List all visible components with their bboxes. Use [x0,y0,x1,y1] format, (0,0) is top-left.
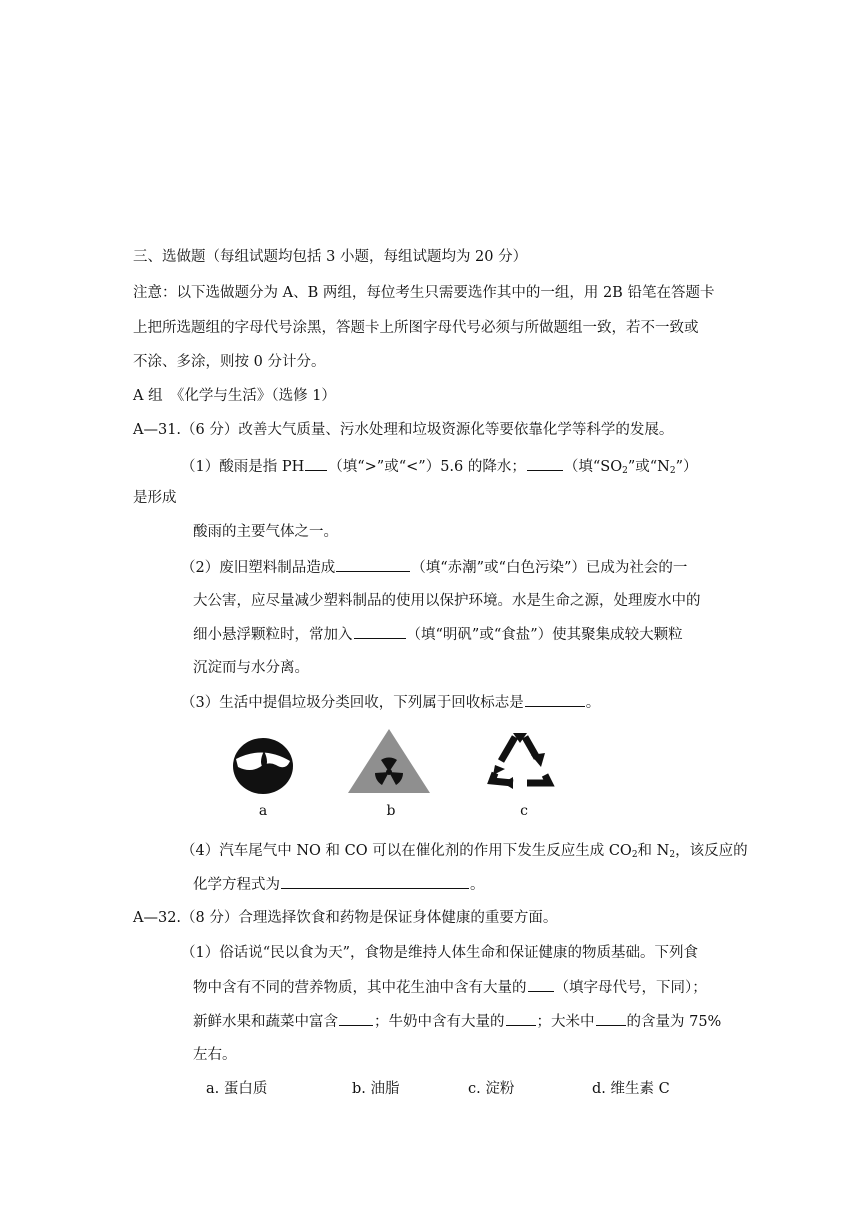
option-a: a. 蛋白质 [206,1081,268,1097]
subscript: 2 [631,850,638,860]
answer-blank[interactable] [506,1011,536,1026]
q32-p1-line3-c: ；大米中 [536,1014,595,1030]
q31-p2-line3-a: 细小悬浮颗粒时，常加入 [193,627,353,643]
q31-p4-line2-a: 化学方程式为 [193,877,280,893]
q31-part1-line1 [181,456,698,481]
q31-part4-line1 [181,841,748,865]
notice-line-2: 上把所选题组的字母代号涂黑，答题卡上所图字母代号必须与所做题组一致，若不一致或 [133,320,699,336]
q31-p1-text-d: ”或“N [627,459,670,475]
answer-blank[interactable] [354,624,406,639]
q31-p2-text-a: （2）废旧塑料制品造成 [181,560,336,576]
answer-blank[interactable] [527,456,563,471]
q32-p1-line3-b: ；牛奶中含有大量的 [374,1014,505,1030]
q31-p4-text-c: ，该反应的 [675,843,748,859]
q31-part2-line3 [193,624,683,645]
q31-p2-line3-b: （填“明矾”或“食盐”）使其聚集成较大颗粒 [406,627,683,643]
answer-blank[interactable] [596,1011,626,1026]
q31-p3-text-a: （3）生活中提倡垃圾分类回收，下列属于回收标志是 [181,695,524,711]
q31-title: A—31.（6 分）改善大气质量、污水处理和垃圾资源化等要依靠化学等科学的发展。 [133,422,674,438]
subscript: 2 [622,466,628,476]
answer-blank[interactable] [525,692,585,707]
subscript: 2 [669,850,676,860]
q32-part1-line2 [193,977,707,998]
answer-blank[interactable] [281,874,469,889]
q31-p4-text-b: 和 N [637,843,670,859]
answer-blank[interactable] [339,1011,373,1026]
q32-p1-line2-a: 物中含有不同的营养物质，其中花生油中含有大量的 [193,980,527,996]
q32-p1-line3-d: 的含量为 75% [626,1014,722,1030]
q31-p2-text-b: （填“赤潮”或“白色污染”）已成为社会的一 [411,560,688,576]
q31-p1-text-e: ”） [675,459,698,475]
icon-label-c: c [520,803,528,819]
q31-p1-text-a: （1）酸雨是指 PH [181,459,305,475]
answer-blank[interactable] [336,557,410,572]
group-a-heading: A 组 《化学与生活》（选修 1） [133,388,336,404]
q32-p1-line3-a: 新鲜水果和蔬菜中富含 [193,1014,338,1030]
q31-part2-line1 [181,557,687,578]
answer-blank[interactable] [528,977,554,992]
q31-part4-line2 [193,874,485,895]
q32-title: A—32.（8 分）合理选择饮食和药物是保证身体健康的重要方面。 [133,910,558,926]
q32-part1-line1: （1）俗话说“民以食为天”，食物是维持人体生命和保证健康的物质基础。下列食 [181,945,699,961]
q31-part1-line3: 酸雨的主要气体之一。 [193,524,338,540]
q31-p1-text-c: （填“SO [563,459,623,475]
answer-blank[interactable] [305,456,327,471]
q31-part3-line1 [181,692,600,713]
q31-part1-line2: 是形成 [133,490,177,506]
icon-label-b: b [386,803,396,819]
q32-part1-line3 [193,1011,721,1032]
radiation-warning-icon [347,728,431,794]
recycle-symbol-icon [487,731,555,791]
subscript: 2 [669,466,676,476]
q31-p4-text-a: （4）汽车尾气中 NO 和 CO 可以在催化剂的作用下发生反应生成 CO [181,843,632,859]
q31-p1-text-b: （填“>”或“<”）5.6 的降水； [328,459,526,475]
icon-label-a: a [258,803,268,819]
q32-part1-line4: 左右。 [193,1047,237,1063]
option-b: b. 油脂 [352,1081,400,1097]
q32-p1-line2-b: （填字母代号，下同）； [554,980,707,996]
water-drop-symbol-icon [232,737,294,795]
notice-line-1: 注意：以下选做题分为 A、B 两组，每位考生只需要选作其中的一组，用 2B 铅笔在答题卡 [133,285,715,301]
notice-line-3: 不涂、多涂，则按 0 分计分。 [133,354,326,370]
q31-p3-text-b: 。 [585,695,601,711]
option-c: c. 淀粉 [468,1081,515,1097]
q31-part2-line2: 大公害，应尽量减少塑料制品的使用以保护环境。水是生命之源，处理废水中的 [193,593,701,609]
section-heading: 三、选做题（每组试题均包括 3 小题，每组试题均为 20 分） [133,249,528,265]
option-d: d. 维生素 C [592,1081,670,1097]
q31-p4-line2-b: 。 [470,877,485,893]
q31-part2-line4: 沉淀而与水分离。 [193,660,309,676]
